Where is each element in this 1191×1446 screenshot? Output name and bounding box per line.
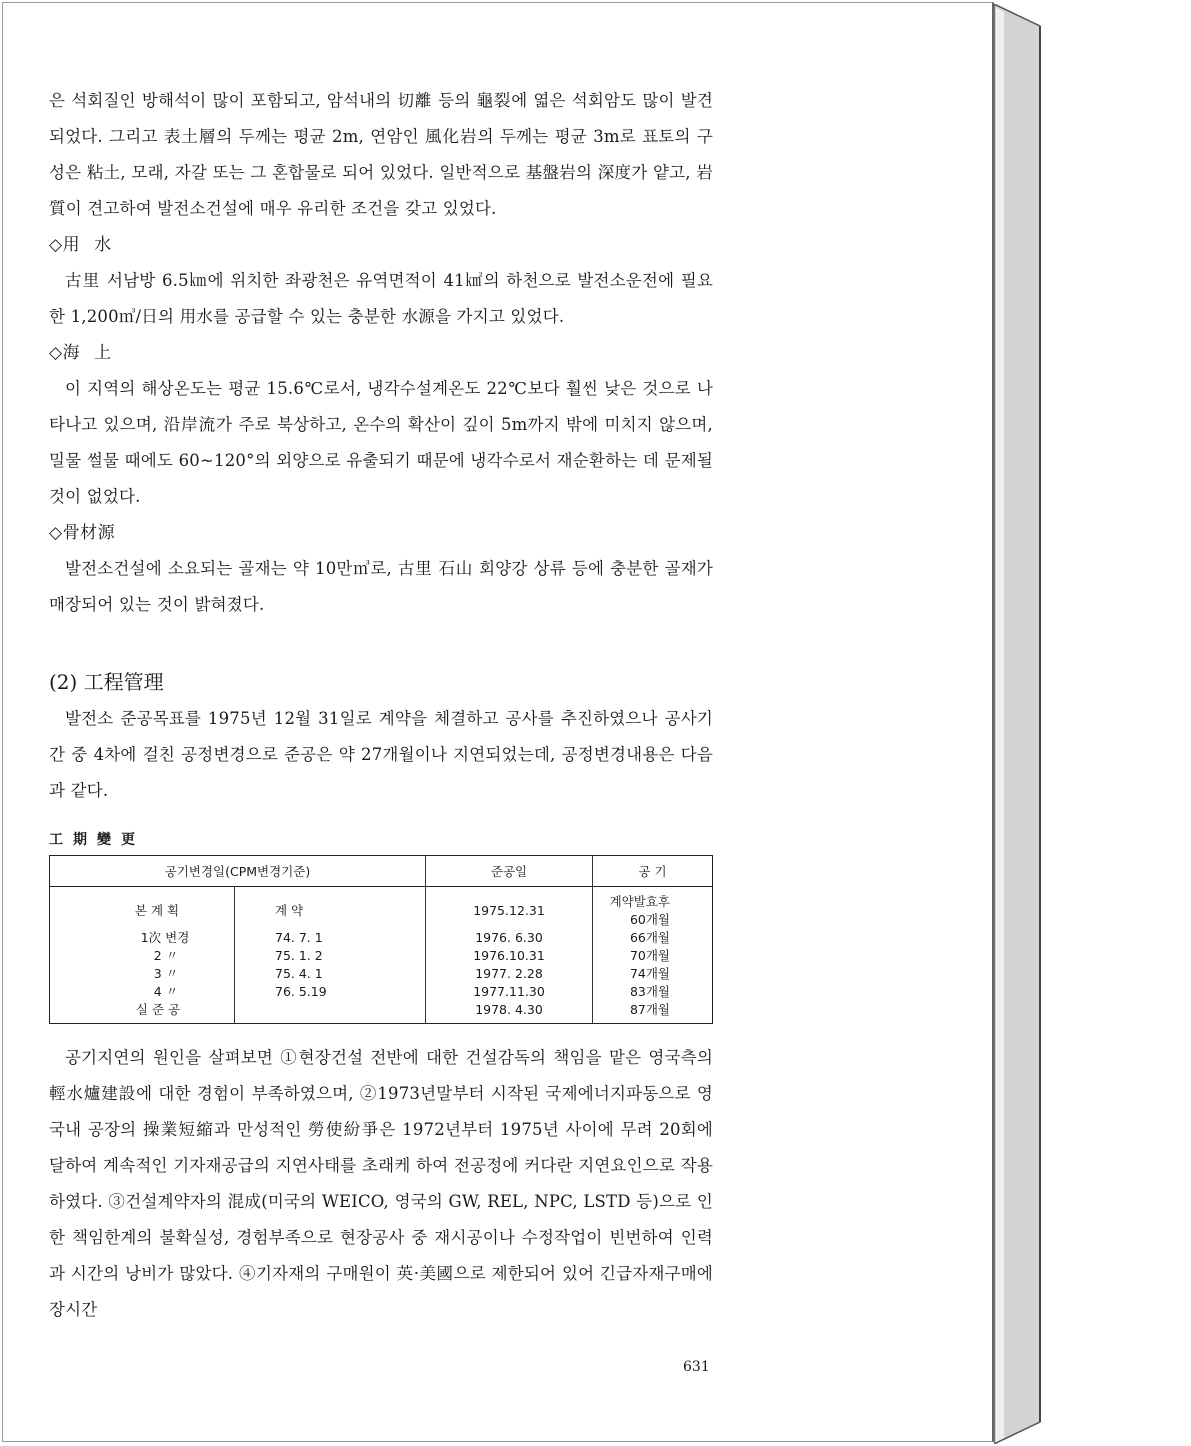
table-header-completion: 준공일 — [426, 856, 593, 887]
paragraph-water: 古里 서남방 6.5㎞에 위치한 좌광천은 유역면적이 41㎢의 하천으로 발전소운전에 필요한 1,200㎥/日의 用水를 공급할 수 있는 충분한 水源을 가지고 있었다. — [49, 271, 713, 326]
page-content — [49, 83, 713, 1328]
table-cell-completion: 1975.12.31 — [426, 887, 593, 930]
table-cell-completion: 1978. 4.30 — [426, 1001, 593, 1024]
table-header-period: 공 기 — [593, 856, 713, 887]
table-cell-stage: 본 계 획 — [50, 887, 235, 930]
table-cell-change — [235, 1001, 426, 1024]
heading-aggregate: ◇骨材源 — [49, 523, 116, 543]
table-cell-completion: 1977.11.30 — [426, 983, 593, 1001]
table-row — [50, 929, 713, 947]
schedule-change-table — [49, 855, 713, 1024]
book-spine-edge — [994, 4, 1044, 1444]
table-cell-period: 87개월 — [629, 1002, 670, 1017]
table-row — [50, 965, 713, 983]
paragraph-process-management: 발전소 준공목표를 1975년 12월 31일로 계약을 체결하고 공사를 추진하였으나 공사기간 중 4차에 걸친 공정변경으로 준공은 약 27개월이나 지연되었는데, 공정변경내용은 다음과 같다. — [49, 709, 713, 800]
heading-water — [49, 227, 713, 263]
page-number: 631 — [683, 1359, 710, 1375]
table-cell-period: 계약발효후 60개월 — [609, 894, 670, 927]
heading-sea — [49, 335, 713, 371]
table-cell-completion: 1976. 6.30 — [426, 929, 593, 947]
table-cell-change: 계 약 — [235, 887, 426, 930]
heading-sea-part1: ◇海 — [49, 343, 81, 363]
heading-water-part1: ◇用 — [49, 235, 81, 255]
table-cell-stage: 실 준 공 — [50, 1001, 235, 1024]
table-header-row — [50, 856, 713, 887]
paragraph-geology: 은 석회질인 방해석이 많이 포함되고, 암석내의 切離 등의 龜裂에 엷은 석회암도 많이 발견되었다. 그리고 表土層의 두께는 평균 2m, 연암인 風化岩의 두께는 평균 3m로 표토의 구성은 粘土, 모래, 자갈 또는 그 혼합물로 되어 있었다. 일반적으로 基盤岩의 深度가 얕고, 岩質이 견고하여 발전소건설에 매우 유리한 조건을 갖고 있었다. — [49, 91, 713, 218]
heading-sea-part2: 上 — [94, 343, 112, 363]
table-header-change-date: 공기변경일(CPM변경기준) — [50, 856, 426, 887]
table-title: 工期變更 — [49, 832, 145, 848]
paragraph-aggregate: 발전소건설에 소요되는 골재는 약 10만㎥로, 古里 石山 회양강 상류 등에 충분한 골재가 매장되어 있는 것이 밝혀졌다. — [49, 559, 713, 614]
table-cell-period: 74개월 — [629, 966, 670, 981]
table-cell-period: 66개월 — [629, 930, 670, 945]
table-cell-stage: 3 〃 — [50, 965, 235, 983]
table-cell-stage: 2 〃 — [50, 947, 235, 965]
table-cell-change: 75. 1. 2 — [235, 947, 426, 965]
table-cell-change: 75. 4. 1 — [235, 965, 426, 983]
table-cell-period: 70개월 — [629, 948, 670, 963]
table-cell-change: 76. 5.19 — [235, 983, 426, 1001]
table-cell-completion: 1977. 2.28 — [426, 965, 593, 983]
paragraph-delay-causes: 공기지연의 원인을 살펴보면 ①현장건설 전반에 대한 건설감독의 책임을 맡은 영국측의 輕水爐建設에 대한 경험이 부족하였으며, ②1973년말부터 시작된 국제에너지파동으로 영국내 공장의 操業短縮과 만성적인 勞使紛爭은 1972년부터 1975년 사이에 무려 20회에 달하여 계속적인 기자재공급의 지연사태를 초래케 하여 전공정에 커다란 지연요인으로 작용하였다. ③건설계약자의 混成(미국의 WEICO, 영국의 GW, REL, NPC, LSTD 등)으로 인한 책임한계의 불확실성, 경험부족으로 현장공사 중 재시공이나 수정작업이 빈번하여 인력과 시간의 낭비가 많았다. ④기자재의 구매원이 英·美國으로 제한되어 있어 긴급자재구매에 장시간 — [49, 1048, 713, 1319]
book-edge-shape — [994, 4, 1044, 1444]
table-cell-period: 83개월 — [629, 984, 670, 999]
table-cell-change: 74. 7. 1 — [235, 929, 426, 947]
table-cell-stage: 1次 변경 — [50, 929, 235, 947]
table-cell-stage: 4 〃 — [50, 983, 235, 1001]
heading-water-part2: 水 — [94, 235, 112, 255]
paragraph-sea: 이 지역의 해상온도는 평균 15.6℃로서, 냉각수설계온도 22℃보다 훨씬 낮은 것으로 나타나고 있으며, 沿岸流가 주로 북상하고, 온수의 확산이 깊이 5m까지 밖에 미치지 않으며, 밀물 썰물 때에도 60~120°의 외양으로 유출되기 때문에 냉각수로서 재순환하는 데 문제될 것이 없었다. — [49, 379, 713, 506]
table-row — [50, 983, 713, 1001]
table-row — [50, 1001, 713, 1024]
document-page — [2, 2, 994, 1442]
table-row — [50, 947, 713, 965]
table-row — [50, 887, 713, 930]
table-cell-completion: 1976.10.31 — [426, 947, 593, 965]
section-title-process-management: (2) 工程管理 — [49, 670, 164, 694]
